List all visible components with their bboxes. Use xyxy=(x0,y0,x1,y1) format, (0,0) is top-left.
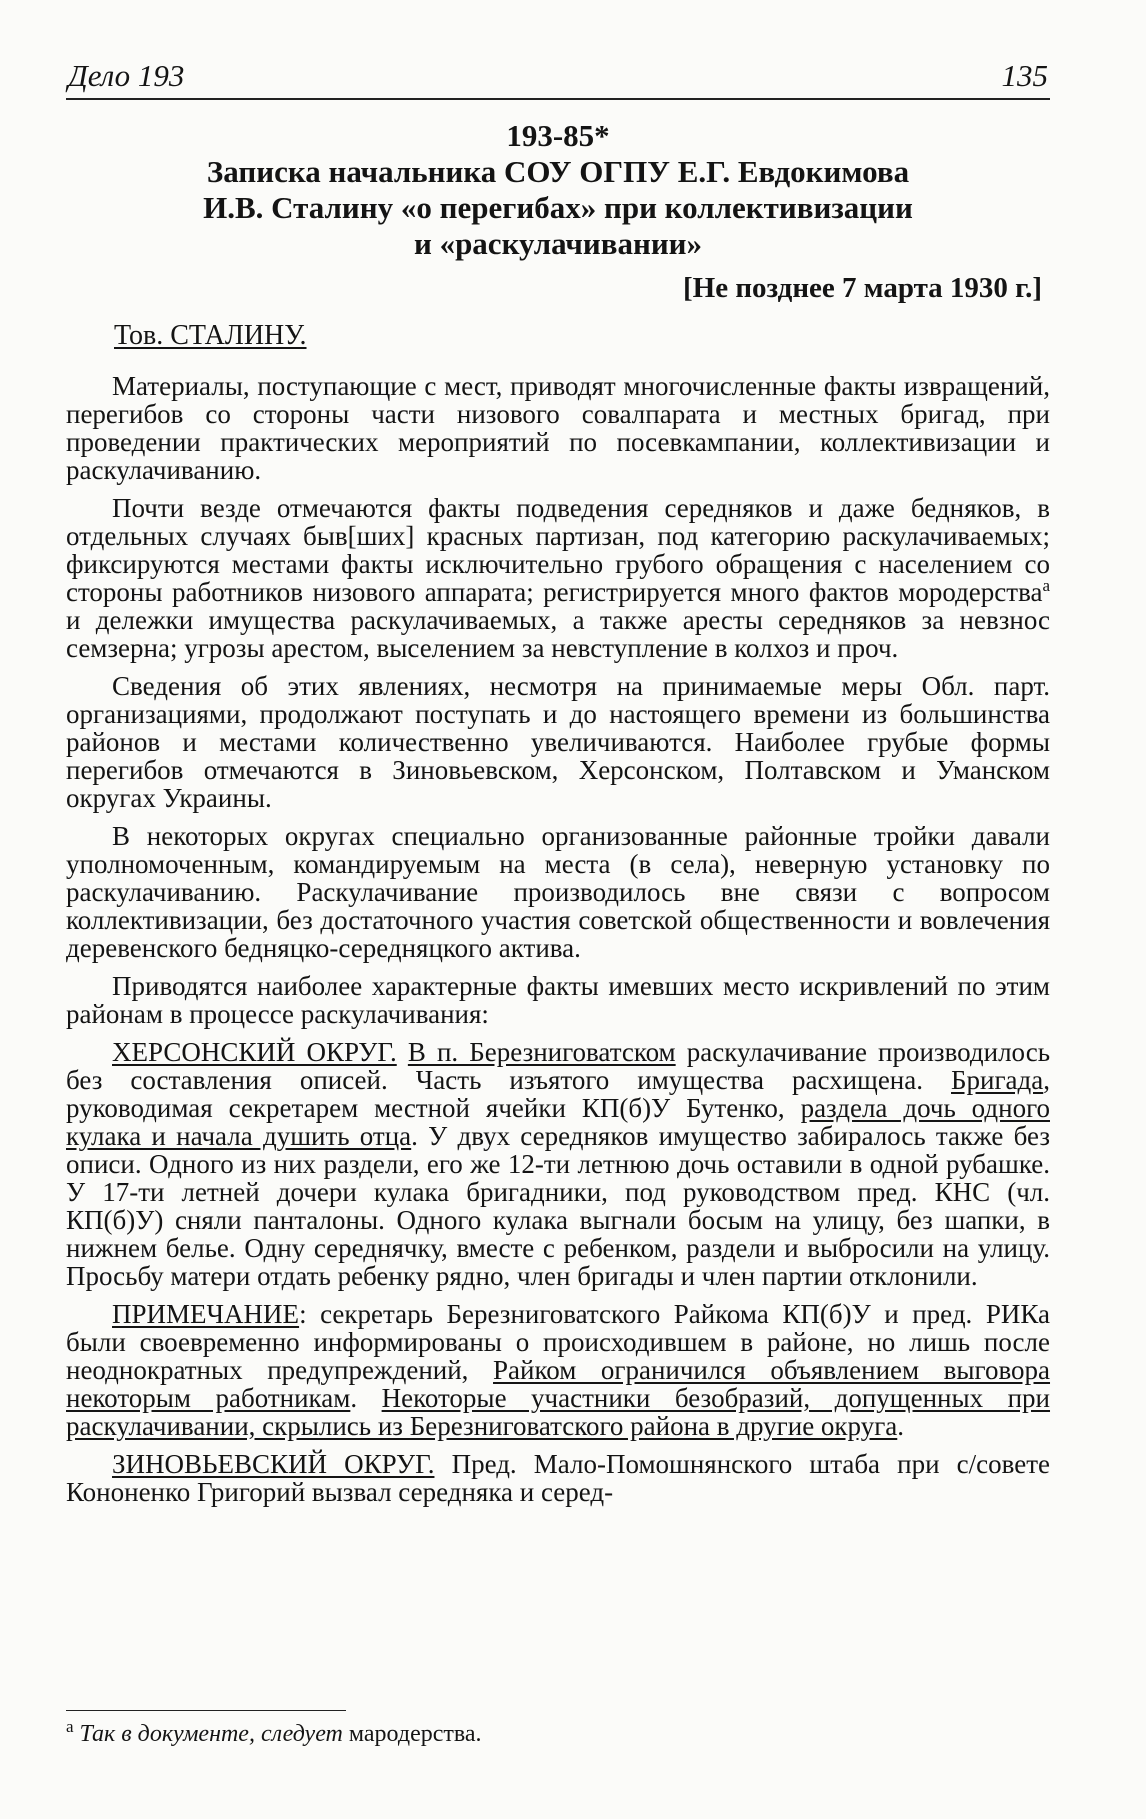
paragraph: В некоторых округах специально организованные районные тройки давали уполномоченным, командируемым на места (в села), неверную установку по раскулачиванию. Раскулачивание производилось вне связи с вопросом коллективизации, без достаточного участия советской общественности и вовлечения деревенского бедняцко-середняцкого актива. xyxy=(66,821,1050,963)
document-title xyxy=(66,118,1050,262)
underlined-text: Некоторые участники безобразий, допущенных при раскулачивании, скрылись из Березниговатского района в другие округа xyxy=(66,1383,1051,1441)
okrug-heading: ЗИНОВЬЕВСКИЙ ОКРУГ. xyxy=(112,1449,435,1479)
paragraph-text: : секретарь Березниговатского Райкома КП(б)У и пред. РИКа были своевременно информированы о происходившем в районе, но лишь после неоднократных предупреждений, xyxy=(66,1299,1050,1385)
title-line: И.В. Сталину «о перегибах» при коллективизации xyxy=(203,190,913,225)
paragraph-text: . xyxy=(897,1411,905,1441)
paragraph: Материалы, поступающие с мест, приводят многочисленные факты извращений, перегибов со стороны части низового совалпарата и местных бригад, при проведении практических мероприятий по посевкампании, коллективизации и раскулачиванию. xyxy=(66,371,1050,485)
paragraph-note xyxy=(66,1300,1050,1440)
title-line: Записка начальника СОУ ОГПУ Е.Г. Евдокимова xyxy=(206,154,910,189)
footnote-mark: а xyxy=(1042,576,1050,595)
footnote-italic: Так в документе, следует xyxy=(79,1721,343,1747)
footnote-divider xyxy=(66,1710,346,1711)
underlined-text: Бригада xyxy=(951,1065,1044,1095)
paragraph-text: . У двух середняков имущество забиралось также без описи. Одного из них раздели, его же 12-ти летнюю дочь оставили в одной рубашке. У 17-ти летней дочери кулака бригадники, под руководством пред. КНС (чл. КП(б)У) сняли панталоны. Одного кулака выгнали босым на улицу, без шапки, в нижнем белье. Одну середнячку, вместе с ребенком, раздели и выбросили на улицу. Просьбу матери отдать ребенку рядно, член бригады и член партии отклонили. xyxy=(66,1121,1050,1291)
addressee: Тов. СТАЛИНУ. xyxy=(114,320,307,351)
underlined-text: раздела дочь одного кулака и начала душить отца xyxy=(66,1093,1050,1151)
page-number: 135 xyxy=(1001,58,1048,93)
footnote xyxy=(66,1717,1050,1748)
paragraph-text: Почти везде отмечаются факты подведения середняков и даже бедняков, в отдельных случаях быв[ших] красных партизан, под категорию раскулачиваемых; фиксируются местами факты исключительно грубого обращения с населением со стороны работников низового аппарата; регистрируется много фактов мородерства xyxy=(66,493,1050,607)
paragraph-kherson xyxy=(66,1038,1050,1290)
document-date: [Не позднее 7 марта 1930 г.] xyxy=(682,272,1042,304)
paragraph-text: Пред. Мало-Помошнянского штаба при с/совете Кононенко Григорий вызвал середняка и серед- xyxy=(66,1449,1050,1507)
place-name: В п. Березниговатском xyxy=(407,1037,676,1067)
paragraph-text: раскулачивание производилось без составления описей. Часть изъятого имущества расхищена. xyxy=(66,1037,1051,1095)
paragraph-zinovievsk xyxy=(66,1450,1050,1506)
document-number: 193-85* xyxy=(506,118,610,153)
paragraph-text: , руководимая секретарем местной ячейки КП(б)У Бутенко, xyxy=(66,1065,1050,1123)
footnote-text: мародерства. xyxy=(342,1721,482,1747)
title-line: и «раскулачивании» xyxy=(413,226,703,261)
running-header xyxy=(66,58,1050,100)
underlined-text: Райком ограничился объявлением выговора некоторым работникам xyxy=(66,1355,1051,1413)
paragraph xyxy=(66,494,1050,662)
footnote-mark: а xyxy=(66,1717,74,1736)
case-number: Дело 193 xyxy=(68,58,185,93)
paragraph-text: . xyxy=(350,1383,382,1413)
okrug-heading: ХЕРСОНСКИЙ ОКРУГ. xyxy=(112,1037,397,1067)
document-body xyxy=(66,372,1050,1506)
paragraph-text: и дележки имущества раскулачиваемых, а также аресты середняков за невзнос семзерна; угрозы арестом, выселением за невступление в колхоз и проч. xyxy=(66,605,1050,663)
paragraph: Приводятся наиболее характерные факты имевших место искривлений по этим районам в процессе раскулачивания: xyxy=(66,971,1050,1029)
paragraph: Сведения об этих явлениях, несмотря на принимаемые меры Обл. парт. организациями, продолжают поступать и до настоящего времени из большинства районов и местами количественно увеличиваются. Наиболее грубые формы перегибов отмечаются в Зиновьевском, Херсонском, Полтавском и Уманском округах Украины. xyxy=(66,671,1050,813)
note-label: ПРИМЕЧАНИЕ xyxy=(112,1299,300,1329)
